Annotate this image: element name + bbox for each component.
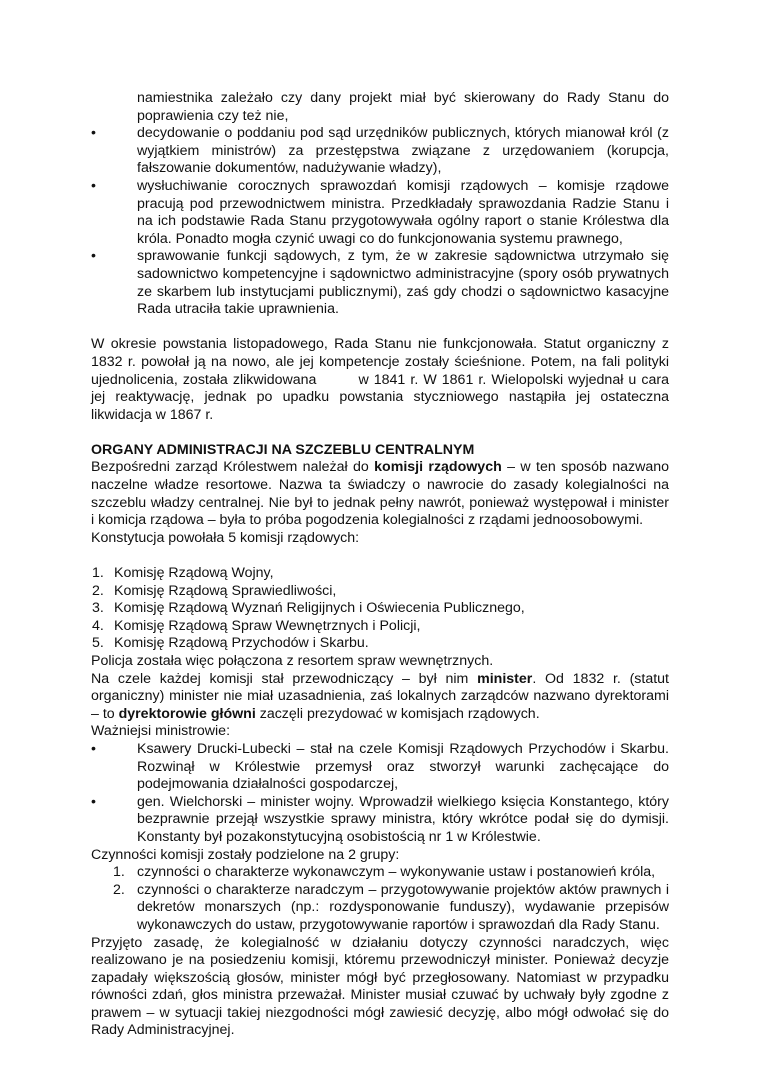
list-item-text: Komisję Rządową Sprawiedliwości, <box>114 582 337 599</box>
bold-term: dyrektorowie główni <box>118 705 256 722</box>
list-item-text: wysłuchiwanie corocznych sprawozdań komisji rządowych – komisje rządowe pracują pod przewodnictwem ministra. Przedkładały sprawozdania Radzie Stanu i na ich podstawie Rada Stanu przygotowywała ogólny raport o stanie Królestwa dla króla. Ponadto mogła czynić uwagi co do funkcjonowania systemu prawnego, <box>137 177 669 247</box>
list-item-text: Komisję Rządową Wojny, <box>114 565 274 582</box>
list-item <box>91 741 669 794</box>
list-item <box>91 248 669 318</box>
paragraph-text: Bezpośredni zarząd Królestwem należał do <box>91 459 375 476</box>
list-item-text: sprawowanie funkcji sądowych, z tym, że w zakresie sądownictwa utrzymało się sadownictwo kompetencyjne i sądownictwo administracyjne (spory osób prywatnych ze skarbem lub instytucjami publicznymi), zaś gdy chodzi o sądownictwo kasacyjne Rada utraciła takie uprawnienia. <box>137 248 669 318</box>
paragraph-text: w 1841 r. W 1861 r. Wielopolski wyjednał u cara jej reaktywację, jednak po upadku powstania styczniowego nastąpiła jej ostateczna likwidacja w 1867 r. <box>91 371 669 423</box>
list-item <box>91 635 669 653</box>
paragraph-wazniejsi: Ważniejsi ministrowie: <box>91 723 231 740</box>
list-item <box>91 864 669 882</box>
czynnosci-list <box>91 864 669 934</box>
list-number: 5. <box>92 635 104 652</box>
list-item-text: Komisję Rządową Przychodów i Skarbu. <box>114 635 369 652</box>
list-item-text: decydowanie o poddaniu pod sąd urzędników publicznych, których mianował król (z wyjątkiem ministrów) za przestępstwa związane z urzędowaniem (korupcja, fałszowanie dokumentów, nadużywanie władzy), <box>137 125 669 177</box>
list-item-text: Ksawery Drucki-Lubecki – stał na czele Komisji Rządowych Przychodów i Skarbu. Rozwinął w Królestwie przemysł oraz stworzył warunki zachęcające do podejmowania działalności gospodarczej, <box>137 740 669 793</box>
list-item <box>91 882 669 935</box>
list-item-text: gen. Wielchorski – minister wojny. Wprowadził wielkiego księcia Konstantego, który bezprawnie przejął wszystkie sprawy ministra, który wkrótce podał się do dymisji. Konstanty był pozakonstytucyjną osobistością nr 1 w Królestwie. <box>137 793 669 845</box>
paragraph-policja: Policja została więc połączona z resortem spraw wewnętrznych. <box>91 653 494 669</box>
paragraph-czynnosci: Czynności komisji zostały podzielone na 2 grupy: <box>91 846 400 863</box>
section-heading: ORGANY ADMINISTRACJI NA SZCZEBLU CENTRALNYM <box>91 441 475 458</box>
paragraph-text: . Od 1832 r. (statut organiczny) minister nie miał uzasadnienia, zaś lokalnych zarządców nazwano dyrektorami – to <box>91 670 669 722</box>
bullet-icon: • <box>91 793 96 810</box>
bullet-icon: • <box>91 740 96 757</box>
list-number: 1. <box>92 565 104 582</box>
list-item <box>91 600 669 618</box>
paragraph-minister <box>91 671 669 724</box>
komisje-list <box>91 565 669 653</box>
paragraph-konstytucja: Konstytucja powołała 5 komisji rządowych: <box>91 529 360 546</box>
list-item-text: Komisję Rządową Spraw Wewnętrznych i Policji, <box>114 617 421 634</box>
bullet-icon: • <box>91 177 96 194</box>
paragraph-text: Na czele każdej komisji stał przewodniczący – był nim <box>91 670 478 687</box>
list-item-text: namiestnika zależało czy dany projekt miał być skierowany do Rady Stanu do poprawienia czy też nie, <box>137 90 669 124</box>
bullet-icon: • <box>91 248 96 265</box>
list-item <box>91 178 669 248</box>
bold-term: minister <box>477 670 533 687</box>
paragraph-kolegialnosc: Przyjęto zasadę, że kolegialność w działaniu dotyczy czynności naradczych, więc realizowano je na posiedzeniu komisji, któremu przewodniczył minister. Ponieważ decyzje zapadały większością głosów, minister mógł być przegłosowany. Natomiast w przypadku równości zdań, głos ministra przeważał. Minister musiał czuwać by uchwały były zgodne z prawem – w sytuacji takiej niezgodności mógł zawiesić decyzję, albo mógł odwołać się do Rady Administracyjnej. <box>91 934 669 1039</box>
list-number: 2. <box>113 881 125 898</box>
paragraph-text: W okresie powstania listopadowego, Rada Stanu nie funkcjonowała. Statut organiczny z 1832 r. powołał ją na nowo, ale jej kompetencje zostały ścieśnione. Potem, na fali polityki ujednolicenia, została zlikwidowana <box>91 336 669 388</box>
list-item <box>91 583 669 601</box>
list-item-text: czynności o charakterze naradczym – przygotowywanie projektów aktów prawnych i dekretów monarszych (np.: rozdysponowanie funduszy), wydawanie przepisów wykonawczych do ustaw, przygotowywanie raportów i sprawozdań dla Rady Stanu. <box>137 881 669 933</box>
list-item-text: czynności o charakterze wykonawczym – wykonywanie ustaw i postanowień króla, <box>137 864 656 881</box>
list-item <box>91 565 669 583</box>
list-item <box>91 618 669 636</box>
list-number: 3. <box>92 600 104 617</box>
list-item-text: Komisję Rządową Wyznań Religijnych i Oświecenia Publicznego, <box>114 600 525 617</box>
list-number: 1. <box>113 864 125 881</box>
list-number: 4. <box>92 617 104 634</box>
paragraph-text: zaczęli prezydować w komisjach rządowych. <box>255 705 540 722</box>
list-item <box>91 125 669 178</box>
list-number: 2. <box>92 582 104 599</box>
list-item-continuation <box>91 90 669 125</box>
bullet-icon: • <box>91 125 96 142</box>
paragraph-powstanie <box>91 336 669 424</box>
bold-term: komisji rządowych <box>374 459 502 476</box>
document-page <box>91 90 669 1040</box>
list-item <box>91 794 669 847</box>
paragraph-text: – w ten sposób nazwano naczelne władze resortowe. Nazwa ta świadczy o nawrocie do zasady kolegialności na szczeblu władzy centralnej. Nie był to jednak pełny nawrót, ponieważ występował i minister i komicja rządowa – była to próba pogodzenia kolegialności z rządami jednoosobowymi. <box>91 459 670 529</box>
paragraph-komisje <box>91 459 669 529</box>
